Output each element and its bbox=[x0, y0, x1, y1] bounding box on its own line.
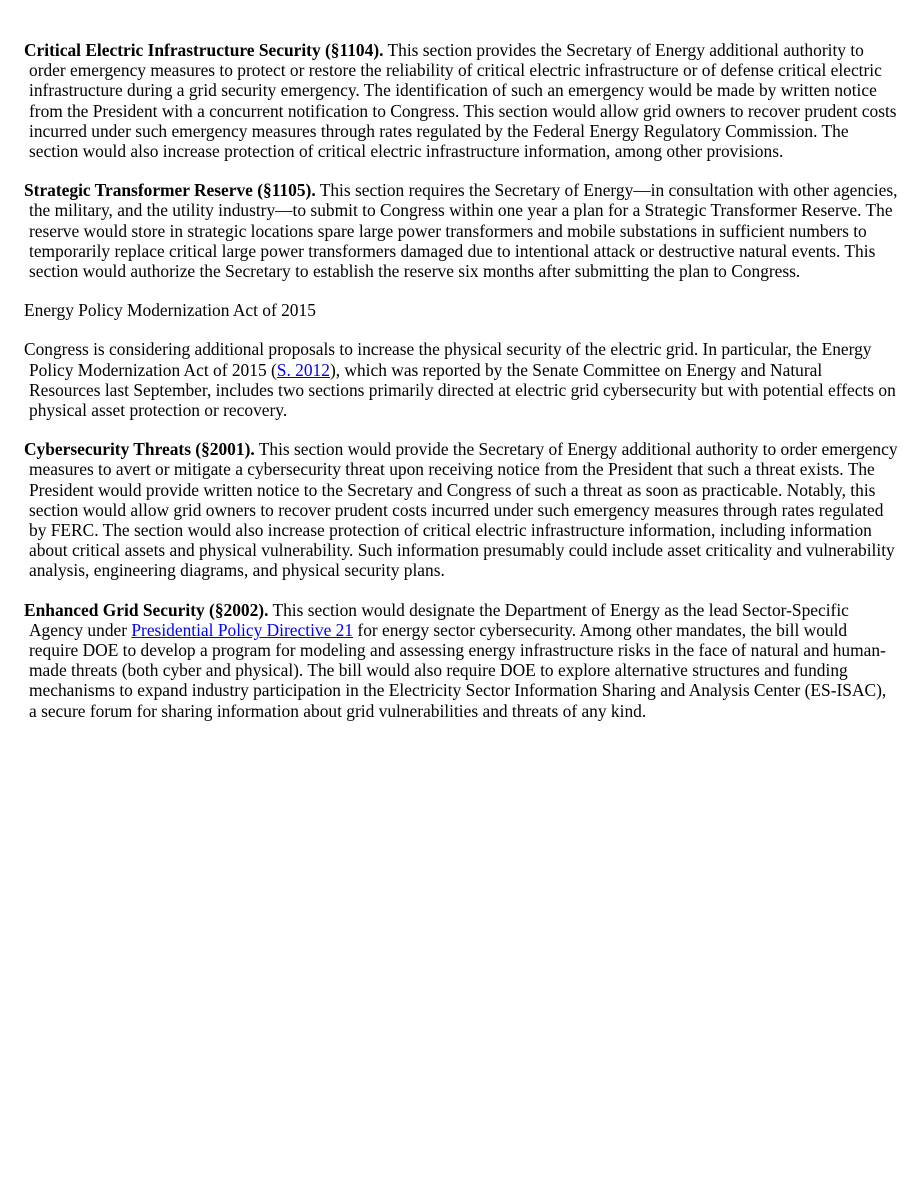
intro-text-after: ), which was reported by the Senate Committee on Energy and Natural Resources last September, includes two sections primarily directed at electric grid cybersecurity but with potential effects on physical asset protection or recovery. bbox=[29, 359, 896, 421]
section-2002-paragraph bbox=[24, 600, 898, 721]
section-2001-paragraph bbox=[24, 439, 898, 580]
section-2002-heading: Enhanced Grid Security (§2002). bbox=[24, 599, 269, 620]
s2012-link[interactable]: S. 2012 bbox=[276, 359, 330, 380]
section-2001-body: This section would provide the Secretary of Energy additional authority to order emergency measures to avert or mitigate a cybersecurity threat upon receiving notice from the President that such a threat exists. The President would provide written notice to the Secretary and Congress of such a threat as soon as practicable. Notably, this section would allow grid owners to recover prudent costs incurred under such emergency measures through rates regulated by FERC. The section would also increase protection of critical electric infrastructure information, including information about critical assets and physical vulnerability. Such information presumably could include asset criticality and vulnerability analysis, engineering diagrams, and physical security plans. bbox=[29, 439, 898, 581]
section-2001-heading: Cybersecurity Threats (§2001). bbox=[24, 439, 255, 460]
section-1104-heading: Critical Electric Infrastructure Security (§1104). bbox=[24, 40, 384, 60]
ppd21-link[interactable]: Presidential Policy Directive 21 bbox=[131, 619, 354, 640]
subheading: Energy Policy Modernization Act of 2015 bbox=[24, 300, 316, 321]
section-1105-paragraph bbox=[24, 180, 898, 281]
section-1105-heading: Strategic Transformer Reserve (§1105). bbox=[24, 180, 316, 201]
section-2002-text-after: for energy sector cybersecurity. Among other mandates, the bill would require DOE to develop a program for modeling and assessing energy infrastructure risks in the face of natural and human-made threats (both cyber and physical). The bill would also require DOE to explore alternative structures and funding mechanisms to expand industry participation in the Electricity Sector Information Sharing and Analysis Center (ES-ISAC), a secure forum for sharing information about grid vulnerabilities and threats of any kind. bbox=[29, 619, 887, 721]
section-1105-body: This section requires the Secretary of Energy—in consultation with other agencies, the military, and the utility industry—to submit to Congress within one year a plan for a Strategic Transformer Reserve. The reserve would store in strategic locations spare large power transformers and mobile substations in sufficient numbers to temporarily replace critical large power transformers damaged due to intentional attack or destructive natural events. This section would authorize the Secretary to establish the reserve six months after submitting the plan to Congress. bbox=[29, 180, 898, 282]
intro-text-before: Congress is considering additional proposals to increase the physical security of the electric grid. In particular, the Energy Policy Modernization Act of 2015 ( bbox=[24, 339, 872, 380]
section-1104-body: This section provides the Secretary of Energy additional authority to order emergency measures to protect or restore the reliability of critical electric infrastructure or of defense critical electric infrastructure during a grid security emergency. The identification of such an emergency would be made by written notice from the President with a concurrent notification to Congress. This section would allow grid owners to recover prudent costs incurred under such emergency measures through rates regulated by the Federal Energy Regulatory Commission. The section would also increase protection of critical electric infrastructure information, among other provisions. bbox=[29, 40, 897, 162]
section-1104-paragraph bbox=[24, 40, 898, 161]
intro-paragraph bbox=[24, 339, 898, 420]
section-2002-text-before: This section would designate the Department of Energy as the lead Sector-Specific Agency under bbox=[29, 599, 849, 640]
